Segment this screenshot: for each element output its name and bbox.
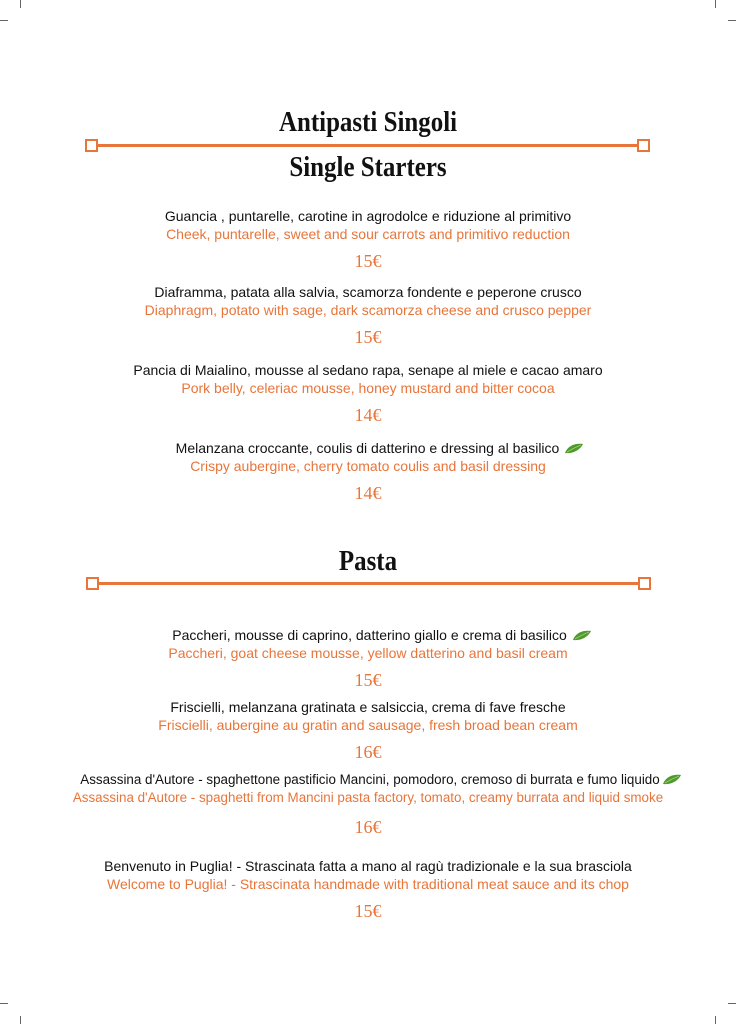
dish-price: 16€ — [354, 817, 382, 837]
crop-mark — [20, 1016, 21, 1024]
dish-name-it: Pancia di Maialino, mousse al sedano rapa, senape al miele e cacao amaro — [133, 362, 603, 378]
crop-mark — [0, 20, 8, 21]
dish-name-row — [13, 771, 736, 789]
menu-item — [0, 771, 736, 837]
vegetarian-leaf-icon — [564, 443, 584, 454]
dish-name-it: Friscielli, melanzana gratinata e salsiccia, crema di fave fresche — [170, 699, 566, 715]
vegetarian-leaf-icon — [662, 774, 682, 785]
dish-price: 14€ — [354, 483, 382, 503]
dish-price: 15€ — [354, 670, 382, 690]
dish-name-en: Pork belly, celeriac mousse, honey mustard and bitter cocoa — [181, 380, 555, 396]
menu-item — [0, 361, 736, 425]
vegetarian-leaf-icon — [572, 630, 592, 641]
crop-mark — [715, 1016, 716, 1024]
divider-line — [96, 582, 641, 585]
dish-name-it: Guancia , puntarelle, carotine in agrodolce e riduzione al primitivo — [164, 208, 572, 224]
dish-name-en: Friscielli, aubergine au gratin and sausage, fresh broad bean cream — [158, 717, 578, 733]
crop-mark — [0, 1003, 8, 1004]
dish-name-it: Benvenuto in Puglia! - Strascinata fatta a mano al ragù tradizionale e la sua brasciola — [104, 858, 632, 874]
section-subtitle-antipasti: Single Starters — [289, 151, 447, 183]
dish-price: 14€ — [354, 405, 382, 425]
dish-price: 16€ — [354, 742, 382, 762]
dish-name-it: Paccheri, mousse di caprino, datterino giallo e crema di basilico — [172, 627, 567, 643]
divider-end-right — [638, 577, 651, 590]
menu-item — [0, 857, 736, 921]
dish-name-it: Diaframma, patata alla salvia, scamorza fondente e peperone crusco — [154, 284, 582, 300]
dish-name-it: Assassina d'Autore - spaghettone pastificio Mancini, pomodoro, cremoso di burrata e fumo liquido — [80, 772, 660, 787]
section-title-antipasti: Antipasti Singoli — [278, 106, 458, 138]
menu-item — [0, 626, 736, 690]
divider-end-left — [86, 577, 99, 590]
dish-price: 15€ — [354, 251, 382, 271]
menu-item — [0, 207, 736, 271]
dish-price: 15€ — [354, 327, 382, 347]
crop-mark — [728, 20, 736, 21]
dish-name-row — [14, 626, 736, 644]
divider-end-left — [85, 139, 98, 152]
dish-name-en: Cheek, puntarelle, sweet and sour carrots and primitivo reduction — [166, 226, 570, 242]
dish-name-en: Diaphragm, potato with sage, dark scamorza cheese and crusco pepper — [144, 302, 592, 318]
section-title-pasta: Pasta — [338, 545, 398, 577]
crop-mark — [715, 0, 716, 8]
dish-price: 15€ — [354, 901, 382, 921]
dish-name-en: Welcome to Puglia! - Strascinata handmade with traditional meat sauce and its chop — [107, 876, 629, 892]
dish-name-it: Melanzana croccante, coulis di datterino e dressing al basilico — [175, 440, 560, 456]
menu-item — [0, 283, 736, 347]
dish-name-row — [12, 439, 736, 457]
crop-mark — [728, 1003, 736, 1004]
menu-item — [0, 698, 736, 762]
menu-item — [0, 439, 736, 503]
dish-name-en: Assassina d'Autore - spaghetti from Mancini pasta factory, tomato, creamy burrata and liquid smoke — [72, 790, 664, 805]
dish-name-en: Paccheri, goat cheese mousse, yellow datterino and basil cream — [168, 645, 568, 661]
dish-name-en: Crispy aubergine, cherry tomato coulis and basil dressing — [190, 458, 546, 474]
divider-line — [95, 144, 640, 147]
crop-mark — [20, 0, 21, 8]
divider-end-right — [637, 139, 650, 152]
